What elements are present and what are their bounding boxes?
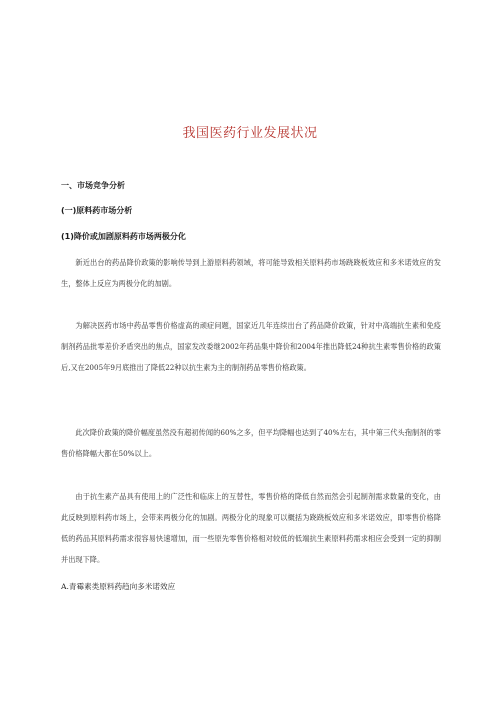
- paragraph-1: 新近出台的药品降价政策的影响传导到上游原料药领域，将可能导致相关原料药市场跷跷板效应和多米诺效应的发生，整体上反应为两极分化的加剧。: [61, 258, 441, 288]
- document-title: 我国医药行业发展状况: [182, 126, 318, 141]
- section-heading-2: (一)原料药市场分析: [61, 206, 133, 215]
- paragraph-2: 为解决医药市场中药品零售价格虚高的顽症问题，国家近几年连续出台了药品降价政策，针对中高端抗生素和免疫制剂药品批零差价矛盾突出的焦点，国家发改委继2002年药品集中降价和2004年推出降低24种抗生素零售价格的政策后,又在2005年9月底推出了降低22种以抗生素为主的制剂药品零售价格政策。: [61, 321, 441, 372]
- section-heading-1: 一、市场竞争分析: [61, 181, 125, 190]
- subheading-a: A.青霉素类原料药趋向多米诺效应: [61, 582, 176, 591]
- section-heading-3: (1)降价或加剧原料药市场两极分化: [61, 232, 186, 241]
- paragraph-3: 此次降价政策的降价幅度虽然没有超初传闻的60%之多，但平均降幅也达到了40%左右，其中第三代头孢制剂的零售价格降幅大都在50%以上。: [61, 428, 441, 458]
- paragraph-4: 由于抗生素产品具有使用上的广泛性和临床上的互替性，零售价格的降低自然而然会引起制剂需求数量的变化，由此反映到原料药市场上，会带来两极分化的加剧。两极分化的现象可以概括为跷跷板效应和多米诺效应，即零售价格降低的药品其原料药需求很容易快速增加，而一些原先零售价格相对较低的低端抗生素原料药需求相应会受到一定的抑制并出现下降。: [61, 492, 441, 564]
